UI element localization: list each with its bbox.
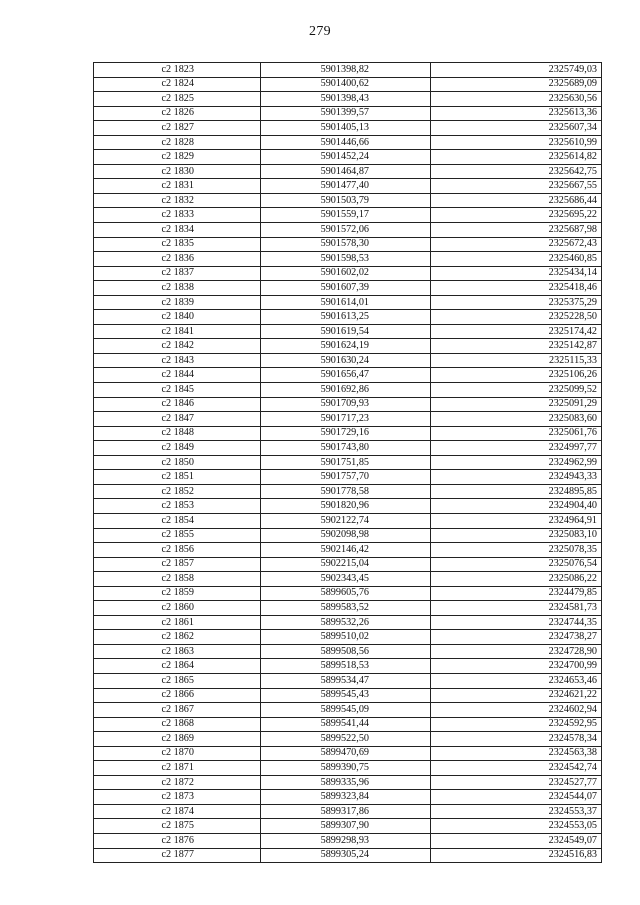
y-coordinate-cell: 2325610,99 [431,135,602,150]
point-name-cell: c2 1871 [94,761,261,776]
table-row [94,499,602,514]
x-coordinate-cell: 5901757,70 [261,470,431,485]
point-name-cell: c2 1861 [94,615,261,630]
x-coordinate-cell: 5901717,23 [261,412,431,427]
x-coordinate-cell: 5901446,66 [261,135,431,150]
point-name-cell: c2 1870 [94,746,261,761]
x-coordinate-cell: 5902146,42 [261,543,431,558]
y-coordinate-cell: 2324700,99 [431,659,602,674]
y-coordinate-cell: 2325689,09 [431,77,602,92]
point-name-cell: c2 1835 [94,237,261,252]
x-coordinate-cell: 5901400,62 [261,77,431,92]
table-row [94,659,602,674]
y-coordinate-cell: 2325687,98 [431,223,602,238]
point-name-cell: c2 1837 [94,266,261,281]
table-row [94,324,602,339]
table-row [94,281,602,296]
x-coordinate-cell: 5899545,43 [261,688,431,703]
point-name-cell: c2 1845 [94,383,261,398]
table-row [94,528,602,543]
point-name-cell: c2 1851 [94,470,261,485]
point-name-cell: c2 1841 [94,324,261,339]
table-row [94,790,602,805]
y-coordinate-cell: 2325078,35 [431,543,602,558]
y-coordinate-cell: 2325672,43 [431,237,602,252]
point-name-cell: c2 1865 [94,673,261,688]
y-coordinate-cell: 2324962,99 [431,455,602,470]
y-coordinate-cell: 2325613,36 [431,106,602,121]
table-row [94,63,602,78]
x-coordinate-cell: 5902215,04 [261,557,431,572]
y-coordinate-cell: 2324653,46 [431,673,602,688]
y-coordinate-cell: 2324549,07 [431,833,602,848]
table-row [94,761,602,776]
x-coordinate-cell: 5901820,96 [261,499,431,514]
table-row [94,426,602,441]
table-row [94,804,602,819]
table-row [94,135,602,150]
point-name-cell: c2 1853 [94,499,261,514]
y-coordinate-cell: 2324904,40 [431,499,602,514]
y-coordinate-cell: 2324542,74 [431,761,602,776]
point-name-cell: c2 1836 [94,252,261,267]
x-coordinate-cell: 5899522,50 [261,732,431,747]
y-coordinate-cell: 2325115,33 [431,353,602,368]
point-name-cell: c2 1852 [94,484,261,499]
table-row [94,586,602,601]
point-name-cell: c2 1872 [94,775,261,790]
table-row [94,397,602,412]
y-coordinate-cell: 2325695,22 [431,208,602,223]
x-coordinate-cell: 5901656,47 [261,368,431,383]
y-coordinate-cell: 2324516,83 [431,848,602,863]
y-coordinate-cell: 2325642,75 [431,164,602,179]
y-coordinate-cell: 2325076,54 [431,557,602,572]
coordinates-table [93,62,602,863]
table-row [94,819,602,834]
y-coordinate-cell: 2325460,85 [431,252,602,267]
table-row [94,572,602,587]
x-coordinate-cell: 5901398,82 [261,63,431,78]
y-coordinate-cell: 2325106,26 [431,368,602,383]
x-coordinate-cell: 5901405,13 [261,121,431,136]
table-row [94,223,602,238]
table-row [94,106,602,121]
point-name-cell: c2 1873 [94,790,261,805]
point-name-cell: c2 1847 [94,412,261,427]
point-name-cell: c2 1860 [94,601,261,616]
table-row [94,383,602,398]
point-name-cell: c2 1864 [94,659,261,674]
table-row [94,295,602,310]
y-coordinate-cell: 2324553,37 [431,804,602,819]
x-coordinate-cell: 5899298,93 [261,833,431,848]
y-coordinate-cell: 2325142,87 [431,339,602,354]
y-coordinate-cell: 2324943,33 [431,470,602,485]
point-name-cell: c2 1849 [94,441,261,456]
y-coordinate-cell: 2325686,44 [431,193,602,208]
point-name-cell: c2 1867 [94,703,261,718]
table-row [94,237,602,252]
y-coordinate-cell: 2324592,95 [431,717,602,732]
y-coordinate-cell: 2325418,46 [431,281,602,296]
x-coordinate-cell: 5901619,54 [261,324,431,339]
y-coordinate-cell: 2324479,85 [431,586,602,601]
coordinates-table-body [94,63,602,863]
x-coordinate-cell: 5901692,86 [261,383,431,398]
point-name-cell: c2 1838 [94,281,261,296]
point-name-cell: c2 1825 [94,92,261,107]
table-row [94,77,602,92]
x-coordinate-cell: 5901572,06 [261,223,431,238]
y-coordinate-cell: 2324744,35 [431,615,602,630]
point-name-cell: c2 1834 [94,223,261,238]
y-coordinate-cell: 2324602,94 [431,703,602,718]
table-row [94,252,602,267]
x-coordinate-cell: 5901729,16 [261,426,431,441]
x-coordinate-cell: 5901399,57 [261,106,431,121]
table-row [94,353,602,368]
x-coordinate-cell: 5901607,39 [261,281,431,296]
y-coordinate-cell: 2324563,38 [431,746,602,761]
point-name-cell: c2 1829 [94,150,261,165]
x-coordinate-cell: 5902122,74 [261,513,431,528]
x-coordinate-cell: 5899605,76 [261,586,431,601]
point-name-cell: c2 1839 [94,295,261,310]
y-coordinate-cell: 2325375,29 [431,295,602,310]
point-name-cell: c2 1823 [94,63,261,78]
y-coordinate-cell: 2324728,90 [431,644,602,659]
y-coordinate-cell: 2325667,55 [431,179,602,194]
point-name-cell: c2 1868 [94,717,261,732]
point-name-cell: c2 1863 [94,644,261,659]
y-coordinate-cell: 2325083,60 [431,412,602,427]
x-coordinate-cell: 5901602,02 [261,266,431,281]
x-coordinate-cell: 5899541,44 [261,717,431,732]
point-name-cell: c2 1858 [94,572,261,587]
table-row [94,266,602,281]
page-number: 279 [309,24,331,39]
table-row [94,615,602,630]
y-coordinate-cell: 2325614,82 [431,150,602,165]
point-name-cell: c2 1877 [94,848,261,863]
table-row [94,848,602,863]
point-name-cell: c2 1826 [94,106,261,121]
table-row [94,412,602,427]
x-coordinate-cell: 5899583,52 [261,601,431,616]
y-coordinate-cell: 2325607,34 [431,121,602,136]
point-name-cell: c2 1857 [94,557,261,572]
table-row [94,703,602,718]
x-coordinate-cell: 5901477,40 [261,179,431,194]
point-name-cell: c2 1830 [94,164,261,179]
table-row [94,208,602,223]
table-row [94,644,602,659]
table-row [94,601,602,616]
x-coordinate-cell: 5899390,75 [261,761,431,776]
point-name-cell: c2 1855 [94,528,261,543]
x-coordinate-cell: 5901778,58 [261,484,431,499]
y-coordinate-cell: 2324544,07 [431,790,602,805]
table-row [94,543,602,558]
point-name-cell: c2 1828 [94,135,261,150]
table-row [94,732,602,747]
table-row [94,484,602,499]
x-coordinate-cell: 5901614,01 [261,295,431,310]
x-coordinate-cell: 5899532,26 [261,615,431,630]
table-row [94,688,602,703]
table-row [94,150,602,165]
table-row [94,339,602,354]
point-name-cell: c2 1831 [94,179,261,194]
point-name-cell: c2 1869 [94,732,261,747]
point-name-cell: c2 1862 [94,630,261,645]
point-name-cell: c2 1850 [94,455,261,470]
y-coordinate-cell: 2325061,76 [431,426,602,441]
y-coordinate-cell: 2325749,03 [431,63,602,78]
x-coordinate-cell: 5899510,02 [261,630,431,645]
y-coordinate-cell: 2324964,91 [431,513,602,528]
y-coordinate-cell: 2325228,50 [431,310,602,325]
x-coordinate-cell: 5901559,17 [261,208,431,223]
y-coordinate-cell: 2324553,05 [431,819,602,834]
y-coordinate-cell: 2324527,77 [431,775,602,790]
table-row [94,630,602,645]
table-row [94,310,602,325]
point-name-cell: c2 1840 [94,310,261,325]
point-name-cell: c2 1827 [94,121,261,136]
table-row [94,121,602,136]
point-name-cell: c2 1854 [94,513,261,528]
x-coordinate-cell: 5901743,80 [261,441,431,456]
x-coordinate-cell: 5901398,43 [261,92,431,107]
y-coordinate-cell: 2325091,29 [431,397,602,412]
x-coordinate-cell: 5899545,09 [261,703,431,718]
x-coordinate-cell: 5901503,79 [261,193,431,208]
y-coordinate-cell: 2324997,77 [431,441,602,456]
point-name-cell: c2 1875 [94,819,261,834]
y-coordinate-cell: 2324578,34 [431,732,602,747]
y-coordinate-cell: 2325434,14 [431,266,602,281]
x-coordinate-cell: 5899323,84 [261,790,431,805]
point-name-cell: c2 1833 [94,208,261,223]
table-row [94,455,602,470]
x-coordinate-cell: 5899335,96 [261,775,431,790]
table-row [94,717,602,732]
y-coordinate-cell: 2325083,10 [431,528,602,543]
x-coordinate-cell: 5901464,87 [261,164,431,179]
x-coordinate-cell: 5901630,24 [261,353,431,368]
table-row [94,441,602,456]
table-row [94,193,602,208]
point-name-cell: c2 1874 [94,804,261,819]
x-coordinate-cell: 5901452,24 [261,150,431,165]
table-row [94,164,602,179]
table-row [94,470,602,485]
y-coordinate-cell: 2324895,85 [431,484,602,499]
x-coordinate-cell: 5901578,30 [261,237,431,252]
x-coordinate-cell: 5902343,45 [261,572,431,587]
point-name-cell: c2 1844 [94,368,261,383]
y-coordinate-cell: 2325086,22 [431,572,602,587]
x-coordinate-cell: 5901598,53 [261,252,431,267]
point-name-cell: c2 1856 [94,543,261,558]
point-name-cell: c2 1859 [94,586,261,601]
table-row [94,746,602,761]
x-coordinate-cell: 5902098,98 [261,528,431,543]
y-coordinate-cell: 2325099,52 [431,383,602,398]
table-row [94,179,602,194]
x-coordinate-cell: 5899470,69 [261,746,431,761]
x-coordinate-cell: 5901624,19 [261,339,431,354]
point-name-cell: c2 1832 [94,193,261,208]
y-coordinate-cell: 2325174,42 [431,324,602,339]
x-coordinate-cell: 5899534,47 [261,673,431,688]
point-name-cell: c2 1843 [94,353,261,368]
table-row [94,557,602,572]
point-name-cell: c2 1842 [94,339,261,354]
x-coordinate-cell: 5901613,25 [261,310,431,325]
x-coordinate-cell: 5899518,53 [261,659,431,674]
x-coordinate-cell: 5899305,24 [261,848,431,863]
table-row [94,92,602,107]
x-coordinate-cell: 5899317,86 [261,804,431,819]
y-coordinate-cell: 2324581,73 [431,601,602,616]
table-row [94,673,602,688]
table-row [94,833,602,848]
x-coordinate-cell: 5899307,90 [261,819,431,834]
x-coordinate-cell: 5901751,85 [261,455,431,470]
y-coordinate-cell: 2324738,27 [431,630,602,645]
point-name-cell: c2 1866 [94,688,261,703]
table-row [94,513,602,528]
y-coordinate-cell: 2325630,56 [431,92,602,107]
point-name-cell: c2 1876 [94,833,261,848]
table-row [94,775,602,790]
point-name-cell: c2 1848 [94,426,261,441]
x-coordinate-cell: 5899508,56 [261,644,431,659]
point-name-cell: c2 1824 [94,77,261,92]
point-name-cell: c2 1846 [94,397,261,412]
y-coordinate-cell: 2324621,22 [431,688,602,703]
x-coordinate-cell: 5901709,93 [261,397,431,412]
table-row [94,368,602,383]
